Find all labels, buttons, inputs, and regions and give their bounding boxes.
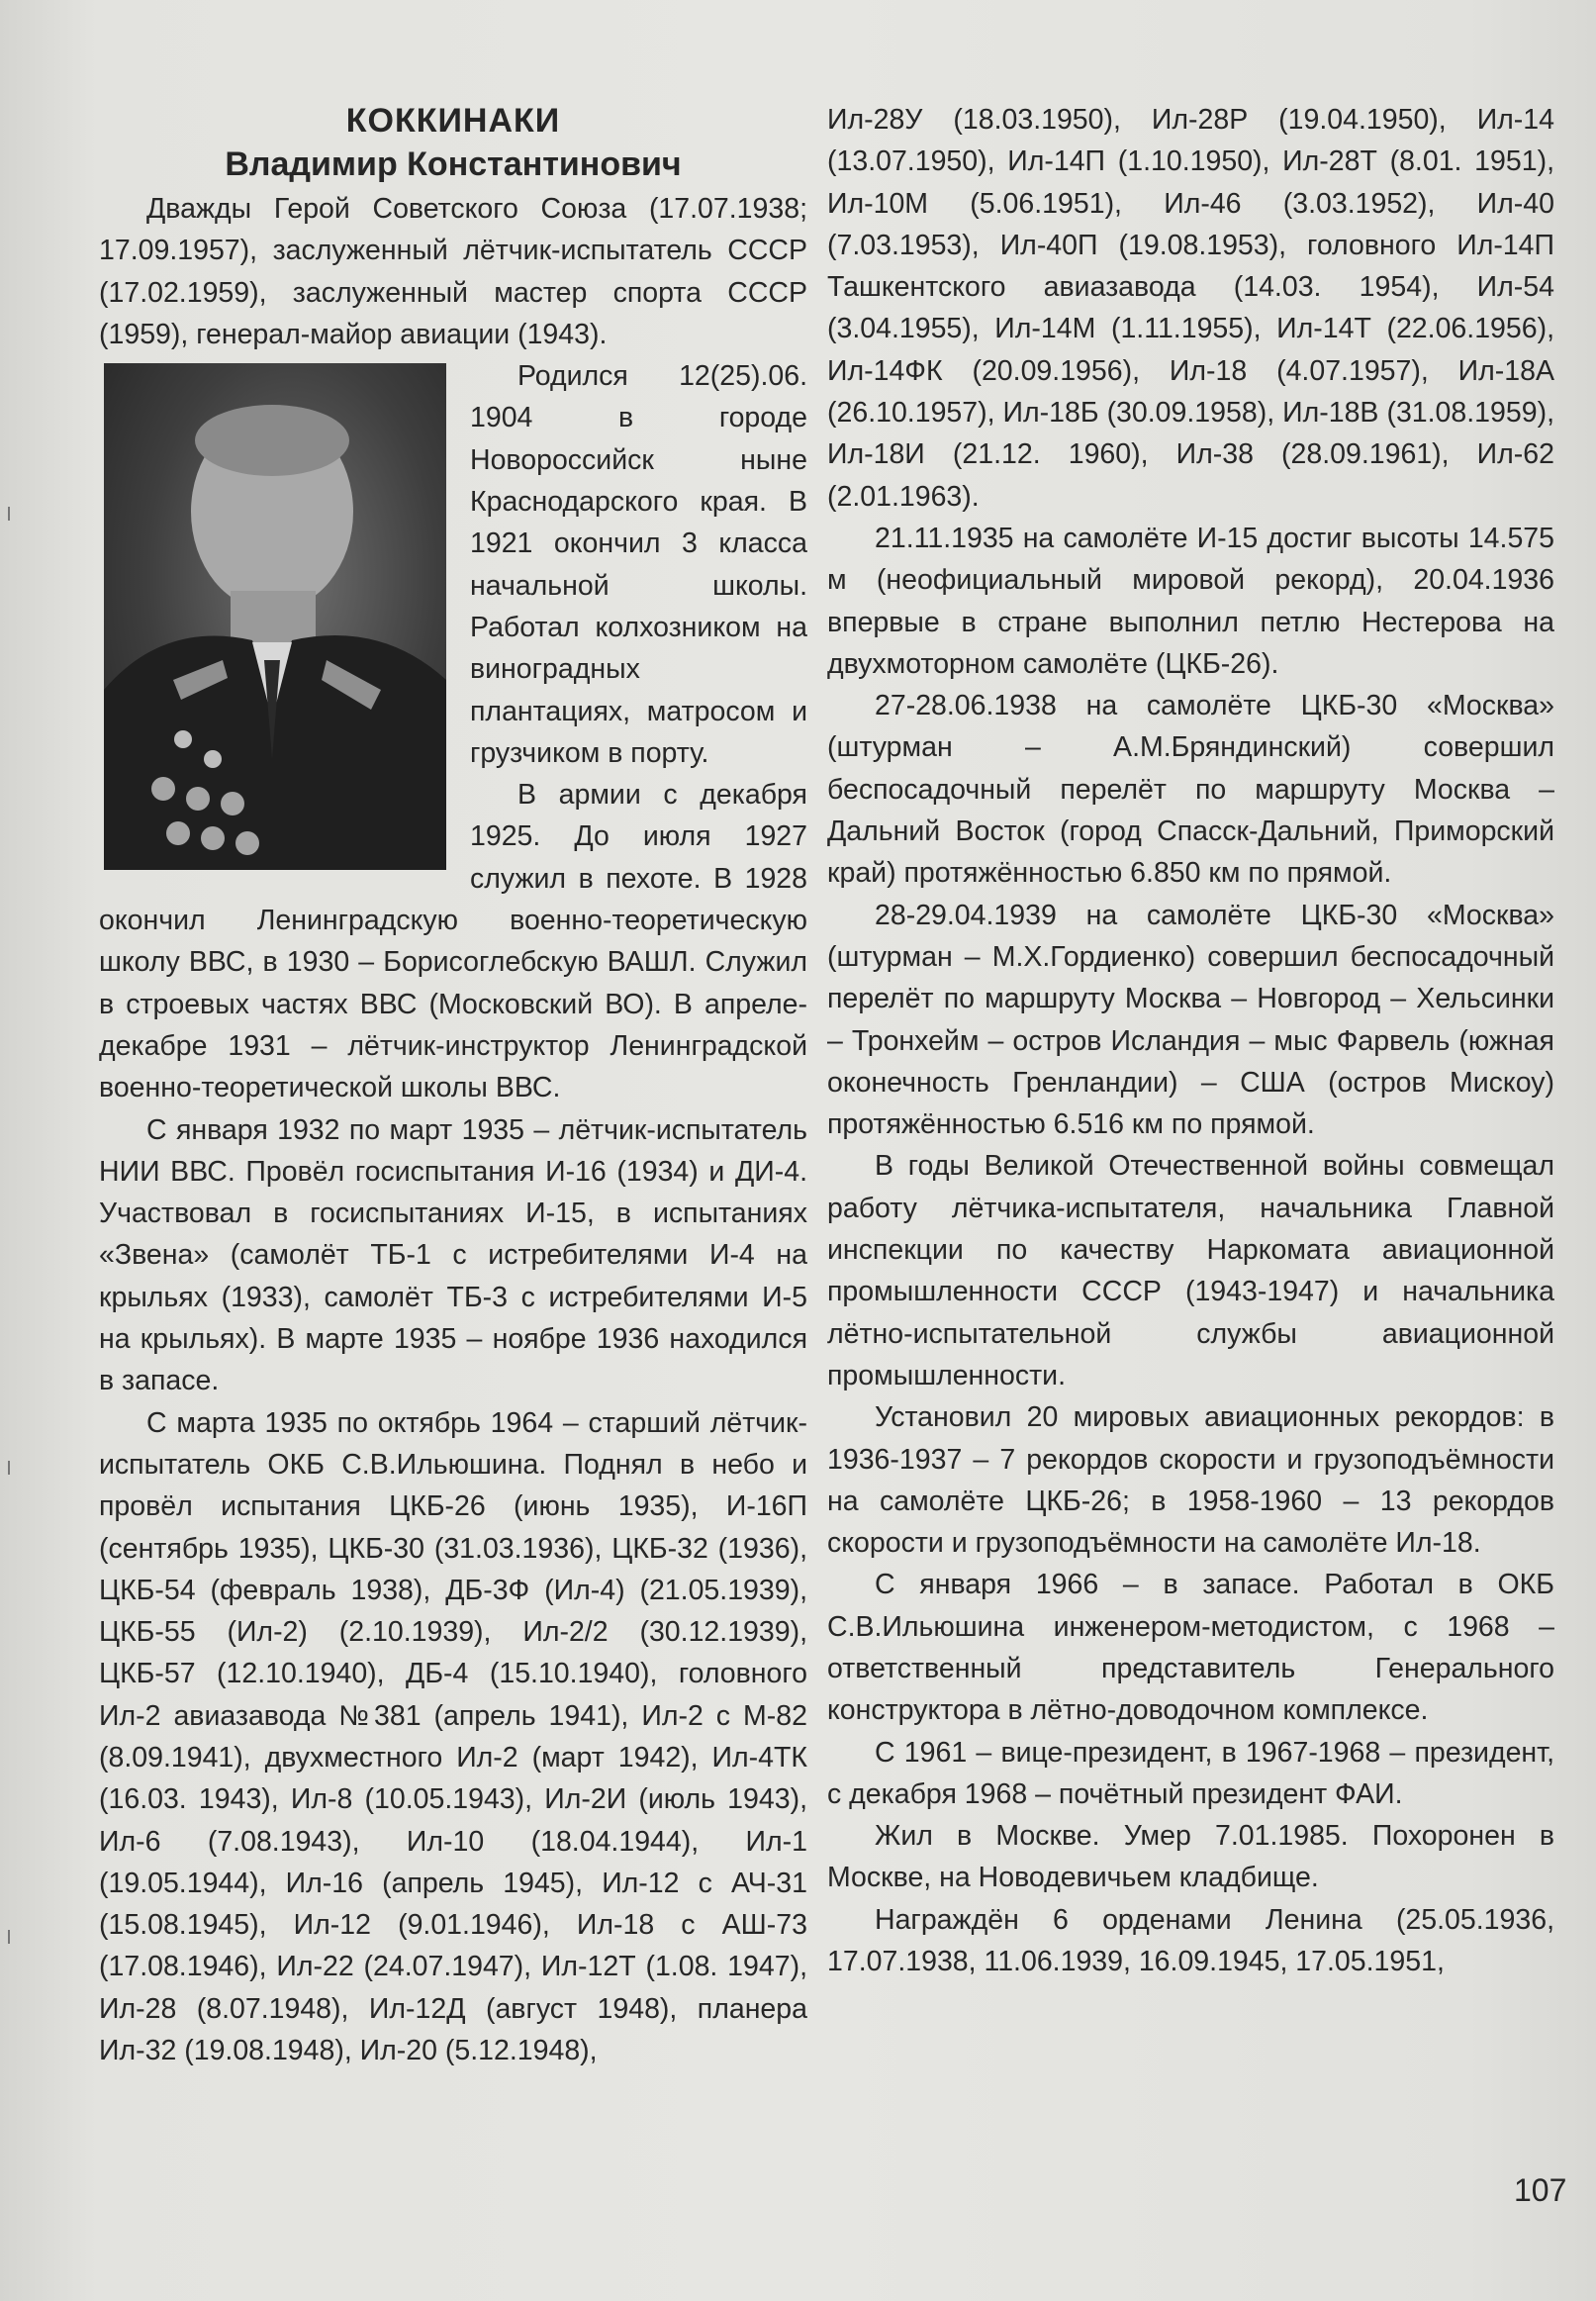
paragraph-fai: С 1961 – вице-президент, в 1967-1968 – президент, с декабря 1968 – почётный президент ФАИ. [827, 1736, 1554, 1810]
paragraph-awards: Награждён 6 орденами Ленина (25.05.1936, 17.07.1938, 11.06.1939, 16.09.1945, 17.05.1951, [827, 1903, 1554, 1978]
paragraph-altitude-record: 21.11.1935 на самолёте И-15 достиг высоты 14.575 м (неофициальный мировой рекорд), 20.04.1936 впервые в стране выполнил петлю Нестерова на двухмоторном самолёте (ЦКБ-26). [827, 522, 1554, 680]
portrait-photo-icon [104, 363, 446, 870]
paragraph-war-years: В годы Великой Отечественной войны совмещал работу лётчика-испытателя, начальника Главной инспекции по качеству Наркомата авиационной промышленности СССР (1943-1947) и начальника лётно-испытательной службы авиационной промышленности. [827, 1150, 1554, 1391]
portrait-photo [104, 363, 446, 870]
page-number: 107 [1514, 2172, 1567, 2208]
paragraph-ilyushin: С марта 1935 по октябрь 1964 – старший лётчик-испытатель ОКБ С.В.Ильюшина. Поднял в небо и провёл испытания ЦКБ-26 (июнь 1935), И-16П (сентябрь 1935), ЦКБ-30 (31.03.1936), ЦКБ-32 (1936), ЦКБ-54 (февраль 1938), ДБ-3Ф (Ил-4) (21.05.1939), ЦКБ-55 (Ил-2) (2.10.1939), Ил-2/2 (30.12.1939), ЦКБ-57 (12.10.1940), ДБ-4 (15.10.1940), головного Ил-2 авиазавода №381 (апрель 1941), Ил-2 с М-82 (8.09.1941), двухместного Ил-2 (март 1942), Ил-4ТК (16.03. 1943), Ил-8 (10.05.1943), Ил-2И (июль 1943), Ил-6 (7.08.1943), Ил-10 (18.04.1944), Ил-1 (19.05.1944), Ил-16 (апрель 1945), Ил-12 с АЧ-31 (15.08.1945), Ил-12 (9.01.1946), Ил-18 с АШ-73 (17.08.1946), Ил-22 (24.07.1947), Ил-12Т (1.08. 1947), Ил-28 (8.07.1948), Ил-12Д (август 1948), планера Ил-32 (19.08.1948), Ил-20 (5.12.1948), [99, 1406, 807, 2067]
paragraph-birth: Родился 12(25).06. 1904 в городе Новороссийск ныне Краснодарского края. В 1921 окончил 3 класса начальной школы. Работал колхозником на виноградных плантациях, матросом и грузчиком в порту. [470, 360, 807, 769]
paragraph-test-pilot: С января 1932 по март 1935 – лётчик-испытатель НИИ ВВС. Провёл госиспытания И-16 (1934) и ДИ-4. Участвовал в госиспытаниях И-15, в испытаниях «Звена» (самолёт ТБ-1 с истребителями И-4 на крыльях (1933), самолёт ТБ-3 с истребителями И-5 на крыльях). В марте 1935 – ноябре 1936 находился в запасе. [99, 1113, 807, 1397]
surname-heading: КОККИНАКИ [345, 102, 561, 140]
margin-mark [8, 1930, 10, 1944]
paragraph-army: В армии с декабря 1925. До июля 1927 служил в пехоте. В 1928 окончил Ленинградскую военно-теоретическую школу ВВС, в 1930 – Борисоглебскую ВАШЛ. Служил в строевых частях ВВС (Московский ВО). В апреле-декабре 1931 – лётчик-инструктор Ленинградской военно-теоретической школы ВВС. [99, 779, 807, 1104]
paragraph-reserve: С января 1966 – в запасе. Работал в ОКБ С.В.Ильюшина инженером-методистом, с 1968 – ответственный представитель Генерального конструктора в лётно-доводочном комплексе. [827, 1569, 1554, 1727]
paragraph-aircraft-list: Ил-28У (18.03.1950), Ил-28Р (19.04.1950), Ил-14 (13.07.1950), Ил-14П (1.10.1950), Ил-28Т (8.01. 1951), Ил-10М (5.06.1951), Ил-46 (3.03.1952), Ил-40 (7.03.1953), Ил-40П (19.08.1953), головного Ил-14П Ташкентского авиазавода (14.03. 1954), Ил-54 (3.04.1955), Ил-14М (1.11.1955), Ил-14Т (22.06.1956), Ил-14ФК (20.09.1956), Ил-18 (4.07.1957), Ил-18А (26.10.1957), Ил-18Б (30.09.1958), Ил-18В (31.08.1959), Ил-18И (21.12. 1960), Ил-38 (28.09.1961), Ил-62 (2.01.1963). [827, 104, 1554, 513]
right-column [827, 99, 1554, 1982]
left-column [99, 99, 807, 2071]
paragraph-death: Жил в Москве. Умер 7.01.1985. Похоронен в Москве, на Новодевичьем кладбище. [827, 1820, 1554, 1894]
paragraph-world-records: Установил 20 мировых авиационных рекордов: в 1936-1937 – 7 рекордов скорости и грузоподъёмности на самолёте ЦКБ-26; в 1958-1960 – 13 рекордов скорости и грузоподъёмности на самолёте Ил-18. [827, 1401, 1554, 1560]
paragraph-flight-far-east: 27-28.06.1938 на самолёте ЦКБ-30 «Москва» (штурман – А.М.Бряндинский) совершил беспосадочный перелёт по маршруту Москва – Дальний Восток (город Спасск-Дальний, Приморский край) протяжённостью 6.850 км по прямой. [827, 690, 1554, 890]
margin-mark [8, 507, 10, 521]
given-names-heading: Владимир Константинович [225, 145, 682, 183]
paragraph-flight-usa: 28-29.04.1939 на самолёте ЦКБ-30 «Москва» (штурман – М.Х.Гордиенко) совершил беспосадочный перелёт по маршруту Москва – Новгород – Хельсинки – Тронхейм – остров Исландия – мыс Фарвель (южная оконечность Гренландии) – США (остров Мискоу) протяжённостью 6.516 км по прямой. [827, 899, 1554, 1141]
margin-mark [8, 1461, 10, 1475]
intro-paragraph: Дважды Герой Советского Союза (17.07.1938; 17.09.1957), заслуженный лётчик-испытатель СССР (17.02.1959), заслуженный мастер спорта СССР (1959), генерал-майор авиации (1943). [99, 193, 807, 350]
